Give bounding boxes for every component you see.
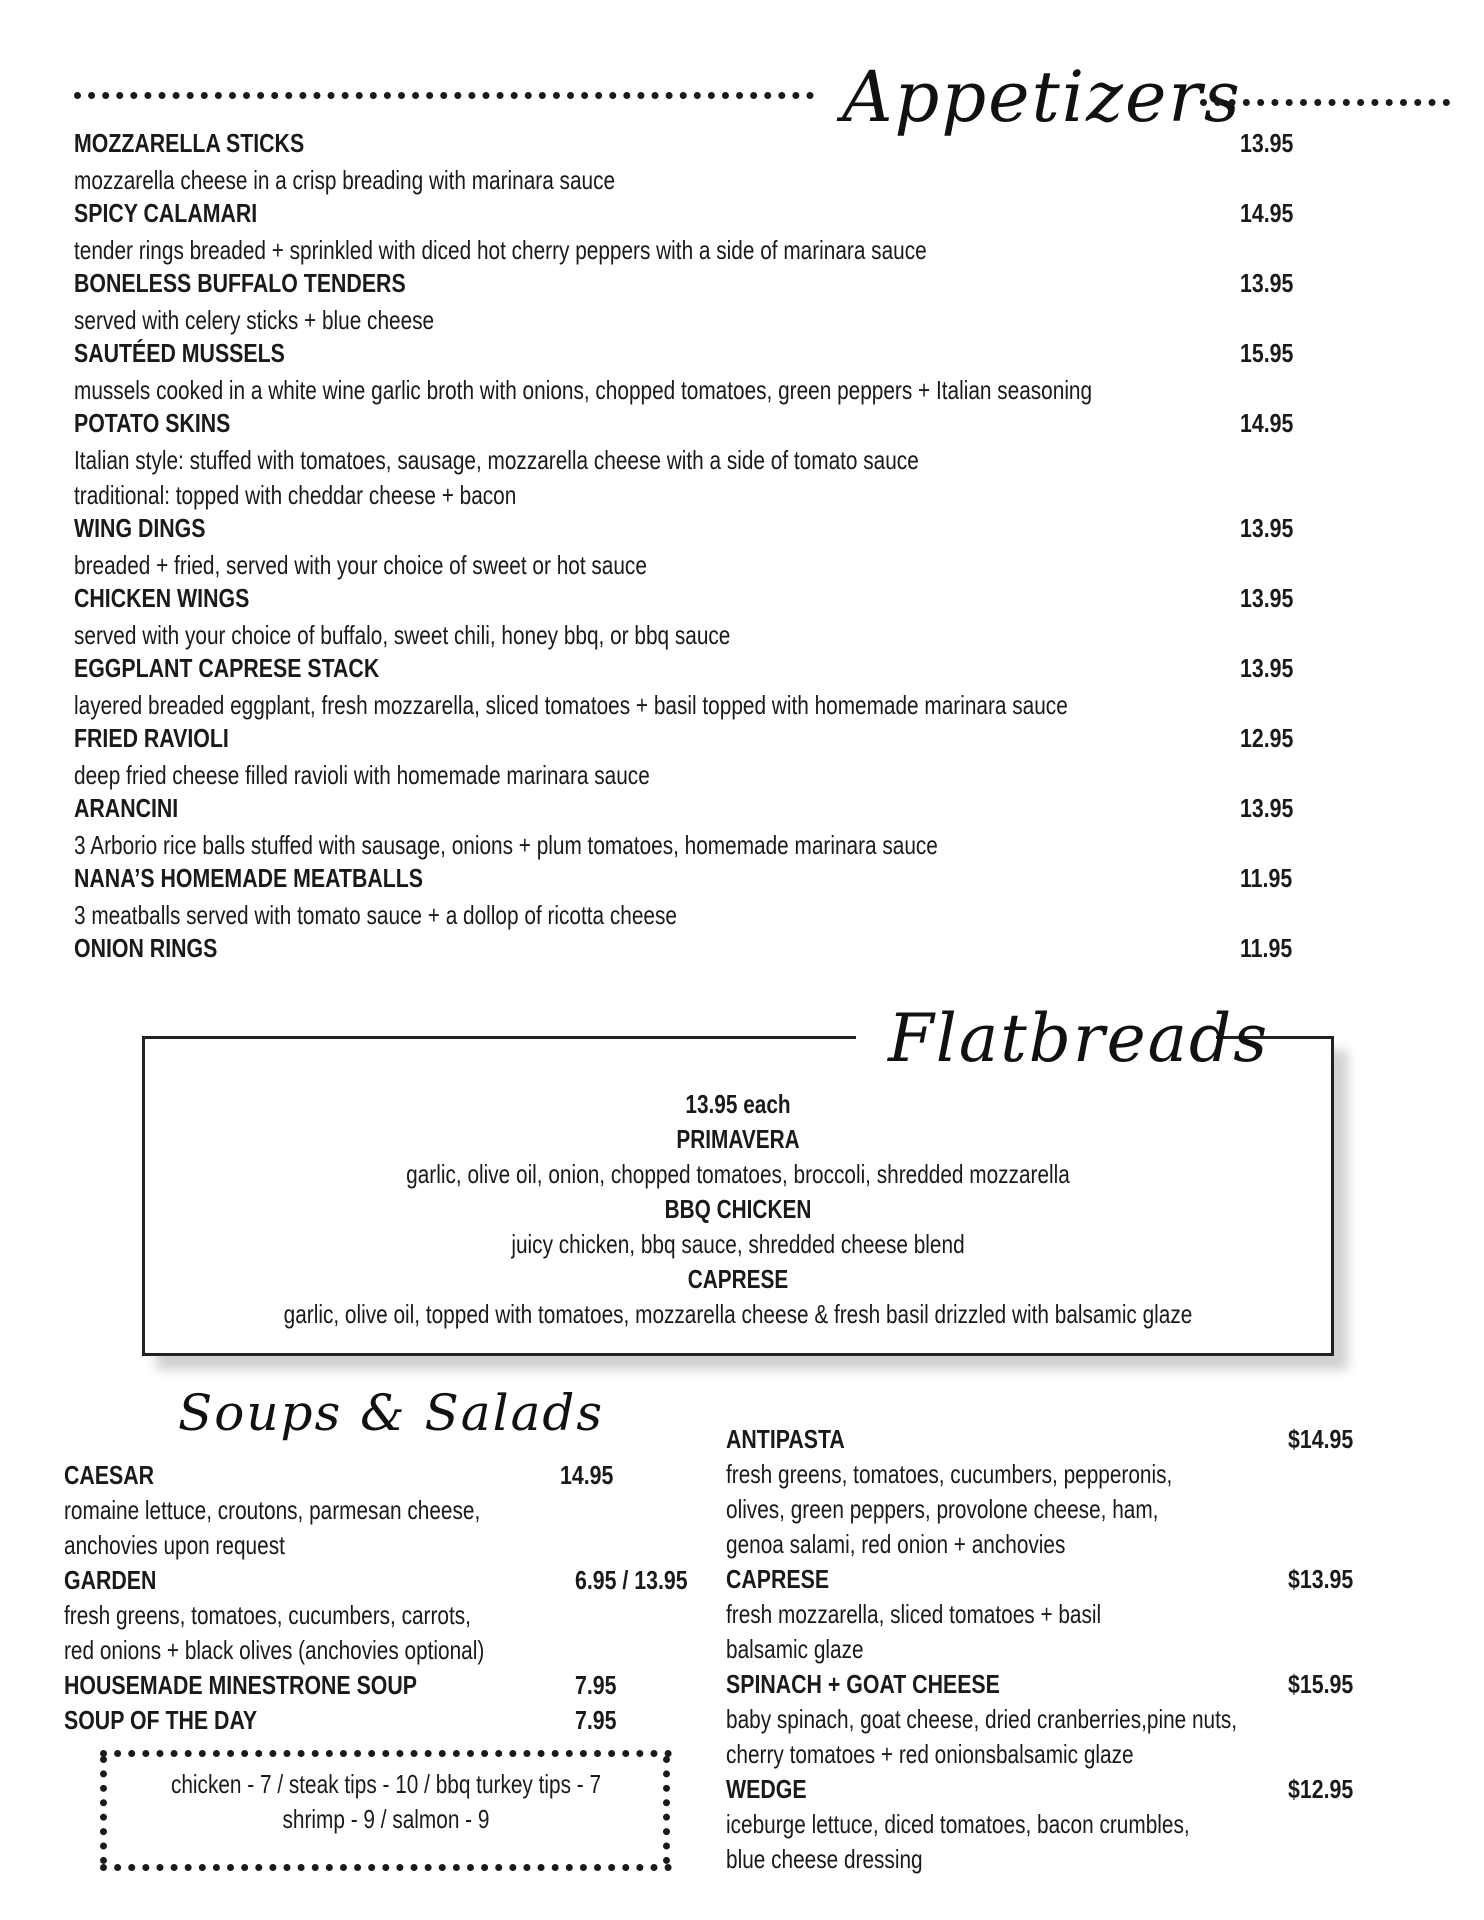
item-description: 3 Arborio rice balls stuffed with sausage, onions + plum tomatoes, homemade marinara sauce	[74, 830, 938, 860]
item-name: SPINACH + GOAT CHEESE	[726, 1669, 1000, 1699]
item-description: blue cheese dressing	[726, 1844, 923, 1874]
item-description: traditional: topped with cheddar cheese + bacon	[74, 480, 517, 510]
item-description: fresh greens, tomatoes, cucumbers, carrots,	[64, 1600, 471, 1630]
item-name: CAPRESE	[726, 1564, 830, 1594]
addon-dots-bottom	[100, 1864, 672, 1871]
item-name: HOUSEMADE MINESTRONE SOUP	[64, 1670, 418, 1700]
menu-item	[74, 198, 1314, 268]
item-description: fresh greens, tomatoes, cucumbers, pepperonis,	[726, 1459, 1173, 1489]
item-description: Italian style: stuffed with tomatoes, sausage, mozzarella cheese with a side of tomato sauce	[74, 445, 919, 475]
item-price: 11.95	[1240, 933, 1293, 963]
item-price: 7.95	[575, 1705, 617, 1735]
item-price: 12.95	[1240, 723, 1294, 753]
item-description: breaded + fried, served with your choice of sweet or hot sauce	[74, 550, 647, 580]
item-description: genoa salami, red onion + anchovies	[726, 1529, 1066, 1559]
item-name: NANA’S HOMEMADE MEATBALLS	[74, 863, 424, 893]
item-name: ANTIPASTA	[726, 1424, 845, 1454]
item-name: BONELESS BUFFALO TENDERS	[74, 268, 406, 298]
item-description: anchovies upon request	[64, 1530, 285, 1560]
item-description: layered breaded eggplant, fresh mozzarella, sliced tomatoes + basil topped with homemade marinara sauce	[74, 690, 1068, 720]
item-price: 14.95	[1240, 198, 1294, 228]
flatbread-price-note: 13.95 each	[685, 1089, 791, 1119]
item-name: ARANCINI	[74, 793, 179, 823]
soups-salads-heading: Soups & Salads	[178, 1384, 605, 1442]
menu-item	[74, 933, 1314, 973]
item-name: SAUTÉED MUSSELS	[74, 338, 285, 368]
menu-item	[74, 513, 1314, 583]
item-price: 6.95 / 13.95	[575, 1565, 688, 1595]
item-description: tender rings breaded + sprinkled with diced hot cherry peppers with a side of marinara sauce	[74, 235, 927, 265]
flatbreads-heading: Flatbreads	[888, 1000, 1270, 1077]
menu-item	[74, 408, 1314, 513]
item-name: CAESAR	[64, 1460, 155, 1490]
menu-item	[74, 653, 1314, 723]
menu-item	[74, 268, 1314, 338]
menu-item	[74, 128, 1314, 198]
flatbread-name: PRIMAVERA	[676, 1124, 800, 1154]
menu-item	[64, 1705, 704, 1740]
item-price: 15.95	[1240, 338, 1294, 368]
item-name: CHICKEN WINGS	[74, 583, 250, 613]
item-price: 13.95	[1240, 653, 1294, 683]
item-price: 14.95	[560, 1460, 614, 1490]
item-name: EGGPLANT CAPRESE STACK	[74, 653, 380, 683]
item-description: cherry tomatoes + red onionsbalsamic glaze	[726, 1739, 1134, 1769]
item-description: 3 meatballs served with tomato sauce + a dollop of ricotta cheese	[74, 900, 677, 930]
item-description: deep fried cheese filled ravioli with homemade marinara sauce	[74, 760, 650, 790]
addon-line: chicken - 7 / steak tips - 10 / bbq turkey tips - 7	[170, 1769, 602, 1799]
soups-salads-right	[726, 1424, 1386, 1879]
item-name: POTATO SKINS	[74, 408, 231, 438]
item-name: SPICY CALAMARI	[74, 198, 258, 228]
item-name: GARDEN	[64, 1565, 157, 1595]
item-price: $13.95	[1288, 1564, 1354, 1594]
flatbread-name: BBQ CHICKEN	[664, 1194, 812, 1224]
menu-item	[74, 583, 1314, 653]
menu-item	[726, 1669, 1386, 1704]
item-description: fresh mozzarella, sliced tomatoes + basil	[726, 1599, 1102, 1629]
item-description: baby spinach, goat cheese, dried cranberries,pine nuts,	[726, 1704, 1238, 1734]
dotted-divider-right	[1200, 99, 1450, 106]
menu-item	[74, 863, 1314, 933]
item-description: iceburge lettuce, diced tomatoes, bacon crumbles,	[726, 1809, 1190, 1839]
soups-salads-left	[64, 1460, 704, 1740]
flatbread-name: CAPRESE	[687, 1264, 789, 1294]
menu-item	[726, 1774, 1386, 1809]
item-price: 13.95	[1240, 583, 1294, 613]
menu-item	[726, 1564, 1386, 1599]
flatbread-description: juicy chicken, bbq sauce, shredded cheese blend	[511, 1229, 965, 1259]
item-description: red onions + black olives (anchovies optional)	[64, 1635, 485, 1665]
appetizers-list	[74, 128, 1314, 973]
item-description: served with your choice of buffalo, sweet chili, honey bbq, or bbq sauce	[74, 620, 731, 650]
menu-item	[726, 1424, 1386, 1459]
dotted-divider-left	[74, 92, 814, 99]
item-price: $14.95	[1288, 1424, 1354, 1454]
item-price: 13.95	[1240, 268, 1294, 298]
flatbreads-box	[142, 1036, 1334, 1356]
item-description: olives, green peppers, provolone cheese, ham,	[726, 1494, 1159, 1524]
item-name: WING DINGS	[74, 513, 206, 543]
item-name: WEDGE	[726, 1774, 807, 1804]
item-price: 11.95	[1240, 863, 1293, 893]
item-description: romaine lettuce, croutons, parmesan cheese,	[64, 1495, 481, 1525]
appetizers-heading: Appetizers	[842, 56, 1242, 138]
menu-item	[64, 1670, 704, 1705]
item-description: served with celery sticks + blue cheese	[74, 305, 435, 335]
flatbread-description: garlic, olive oil, topped with tomatoes, mozzarella cheese & fresh basil drizzled with balsamic glaze	[283, 1299, 1193, 1329]
item-name: FRIED RAVIOLI	[74, 723, 229, 753]
menu-item	[64, 1565, 704, 1600]
item-name: SOUP OF THE DAY	[64, 1705, 258, 1735]
item-price: $15.95	[1288, 1669, 1354, 1699]
item-name: MOZZARELLA STICKS	[74, 128, 305, 158]
item-name: ONION RINGS	[74, 933, 218, 963]
addon-line: shrimp - 9 / salmon - 9	[282, 1804, 490, 1834]
item-price: $12.95	[1288, 1774, 1354, 1804]
menu-item	[64, 1460, 704, 1495]
item-description: balsamic glaze	[726, 1634, 864, 1664]
item-price: 14.95	[1240, 408, 1294, 438]
item-price: 13.95	[1240, 128, 1294, 158]
flatbreads-list	[145, 1087, 1331, 1332]
item-description: mussels cooked in a white wine garlic broth with onions, chopped tomatoes, green peppers + Italian seasoning	[74, 375, 1093, 405]
menu-item	[74, 793, 1314, 863]
addon-options	[100, 1753, 672, 1861]
flatbread-description: garlic, olive oil, onion, chopped tomatoes, broccoli, shredded mozzarella	[406, 1159, 1070, 1189]
item-price: 7.95	[575, 1670, 617, 1700]
item-price: 13.95	[1240, 513, 1294, 543]
menu-item	[74, 338, 1314, 408]
item-price: 13.95	[1240, 793, 1294, 823]
item-description: mozzarella cheese in a crisp breading with marinara sauce	[74, 165, 616, 195]
menu-item	[74, 723, 1314, 793]
